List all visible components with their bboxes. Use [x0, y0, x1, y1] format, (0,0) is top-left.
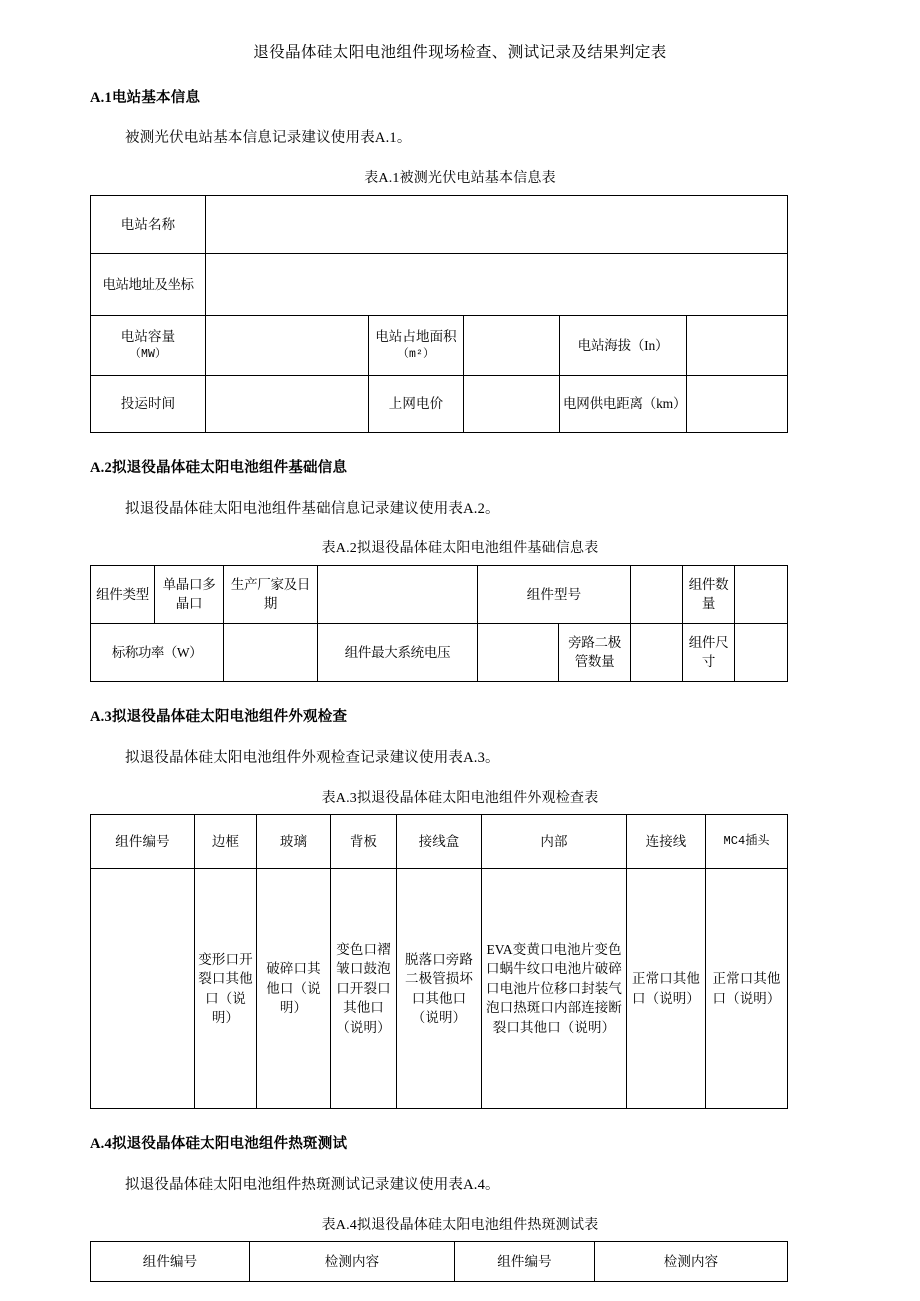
cell-input-nominal-power[interactable] — [224, 623, 318, 681]
section-paragraph-a1: 被测光伏电站基本信息记录建议使用表A.1。 — [125, 130, 412, 147]
table-a3-appearance-inspection — [90, 814, 788, 1109]
table-a1-station-basic-info — [90, 195, 788, 433]
section-heading-a4: A.4拟退役晶体硅太阳电池组件热斑测试 — [90, 1136, 348, 1153]
header-module-no: 组件编号 — [91, 815, 195, 869]
table-row — [91, 869, 788, 1109]
table-caption-a1: 表A.1被测光伏电站基本信息表 — [364, 171, 556, 187]
page-title: 退役晶体硅太阳电池组件现场检查、测试记录及结果判定表 — [253, 44, 667, 61]
cell-label-station-capacity — [91, 315, 206, 375]
cell-label-nominal-power: 标称功率（W） — [91, 623, 224, 681]
cell-input-station-capacity[interactable] — [206, 315, 369, 375]
cell-label-module-size: 组件尺寸 — [683, 623, 735, 681]
cell-options-glass[interactable]: 破碎口其他口（说明） — [257, 869, 331, 1109]
section-paragraph-a4: 拟退役晶体硅太阳电池组件热斑测试记录建议使用表A.4。 — [125, 1177, 500, 1193]
cell-input-station-altitude[interactable] — [687, 315, 788, 375]
table-caption-a2: 表A.2拟退役晶体硅太阳电池组件基础信息表 — [321, 541, 599, 557]
cell-label-module-model: 组件型号 — [478, 565, 631, 623]
table-header-row — [91, 815, 788, 869]
header-test-content-1: 检测内容 — [250, 1242, 455, 1282]
station-capacity-text: 电站容量 — [120, 329, 176, 345]
cell-label-module-quantity: 组件数量 — [683, 565, 735, 623]
table-row — [91, 623, 788, 681]
section-heading-a1: A.1电站基本信息 — [90, 89, 201, 106]
cell-input-max-system-voltage[interactable] — [478, 623, 559, 681]
cell-input-grid-distance[interactable] — [687, 375, 788, 432]
header-module-no-1: 组件编号 — [91, 1242, 250, 1282]
cell-options-backsheet[interactable]: 变色口褶皱口鼓泡口开裂口其他口（说明） — [331, 869, 397, 1109]
table-caption-a4: 表A.4拟退役晶体硅太阳电池组件热斑测试表 — [321, 1217, 599, 1233]
cell-input-module-no[interactable] — [91, 869, 195, 1109]
cell-options-internal[interactable]: EVA变黄口电池片变色口蜗牛纹口电池片破碎口电池片位移口封装气泡口热斑口内部连接断裂口其他口（说明） — [482, 869, 627, 1109]
station-area-text: 电站占地面积 — [375, 329, 457, 345]
cell-option-mono-poly[interactable]: 单晶口多晶口 — [155, 565, 224, 623]
cell-input-bypass-diode-count[interactable] — [631, 623, 683, 681]
cell-label-station-name: 电站名称 — [91, 195, 206, 253]
cell-label-bypass-diode-count: 旁路二极管数量 — [559, 623, 631, 681]
header-frame: 边框 — [195, 815, 257, 869]
header-connector-cable: 连接线 — [627, 815, 706, 869]
cell-options-mc4-plug[interactable]: 正常口其他口（说明） — [706, 869, 788, 1109]
cell-input-station-address[interactable] — [206, 253, 788, 315]
table-row — [91, 565, 788, 623]
cell-label-manufacturer-date: 生产厂家及日期 — [224, 565, 318, 623]
station-area-unit: （m²） — [397, 347, 435, 361]
table-row — [91, 195, 788, 253]
table-row — [91, 253, 788, 315]
section-paragraph-a2: 拟退役晶体硅太阳电池组件基础信息记录建议使用表A.2。 — [125, 500, 500, 517]
cell-input-station-name[interactable] — [206, 195, 788, 253]
cell-input-module-size[interactable] — [735, 623, 788, 681]
cell-label-station-address: 电站地址及坐标 — [91, 253, 206, 315]
cell-label-station-area — [369, 315, 464, 375]
cell-label-module-type: 组件类型 — [91, 565, 155, 623]
table-a2-module-basic-info — [90, 565, 788, 682]
cell-options-connector-cable[interactable]: 正常口其他口（说明） — [627, 869, 706, 1109]
header-mc4-plug: MC4插头 — [706, 815, 788, 869]
cell-label-grid-price: 上网电价 — [369, 375, 464, 432]
cell-input-station-area[interactable] — [464, 315, 560, 375]
cell-input-grid-price[interactable] — [464, 375, 560, 432]
table-row — [91, 315, 788, 375]
cell-input-module-model[interactable] — [631, 565, 683, 623]
cell-input-manufacturer-date[interactable] — [318, 565, 478, 623]
cell-label-commission-time: 投运时间 — [91, 375, 206, 432]
cell-input-module-quantity[interactable] — [735, 565, 788, 623]
header-test-content-2: 检测内容 — [595, 1242, 788, 1282]
cell-options-frame[interactable]: 变形口开裂口其他口（说明） — [195, 869, 257, 1109]
header-internal: 内部 — [482, 815, 627, 869]
cell-label-station-altitude: 电站海拔（In） — [560, 315, 687, 375]
table-header-row — [91, 1242, 788, 1282]
cell-label-grid-distance: 电网供电距离（km） — [560, 375, 687, 432]
table-row — [91, 375, 788, 432]
table-a4-hotspot-test — [90, 1241, 788, 1282]
header-module-no-2: 组件编号 — [455, 1242, 595, 1282]
header-backsheet: 背板 — [331, 815, 397, 869]
section-heading-a2: A.2拟退役晶体硅太阳电池组件基础信息 — [90, 459, 348, 476]
section-paragraph-a3: 拟退役晶体硅太阳电池组件外观检查记录建议使用表A.3。 — [125, 749, 500, 766]
cell-options-junction-box[interactable]: 脱落口旁路二极管损坏口其他口（说明） — [397, 869, 482, 1109]
section-heading-a3: A.3拟退役晶体硅太阳电池组件外观检查 — [90, 708, 348, 725]
cell-label-max-system-voltage: 组件最大系统电压 — [318, 623, 478, 681]
header-junction-box: 接线盒 — [397, 815, 482, 869]
station-capacity-unit: （MW） — [129, 347, 167, 361]
header-glass: 玻璃 — [257, 815, 331, 869]
table-caption-a3: 表A.3拟退役晶体硅太阳电池组件外观检查表 — [321, 790, 599, 806]
cell-input-commission-time[interactable] — [206, 375, 369, 432]
